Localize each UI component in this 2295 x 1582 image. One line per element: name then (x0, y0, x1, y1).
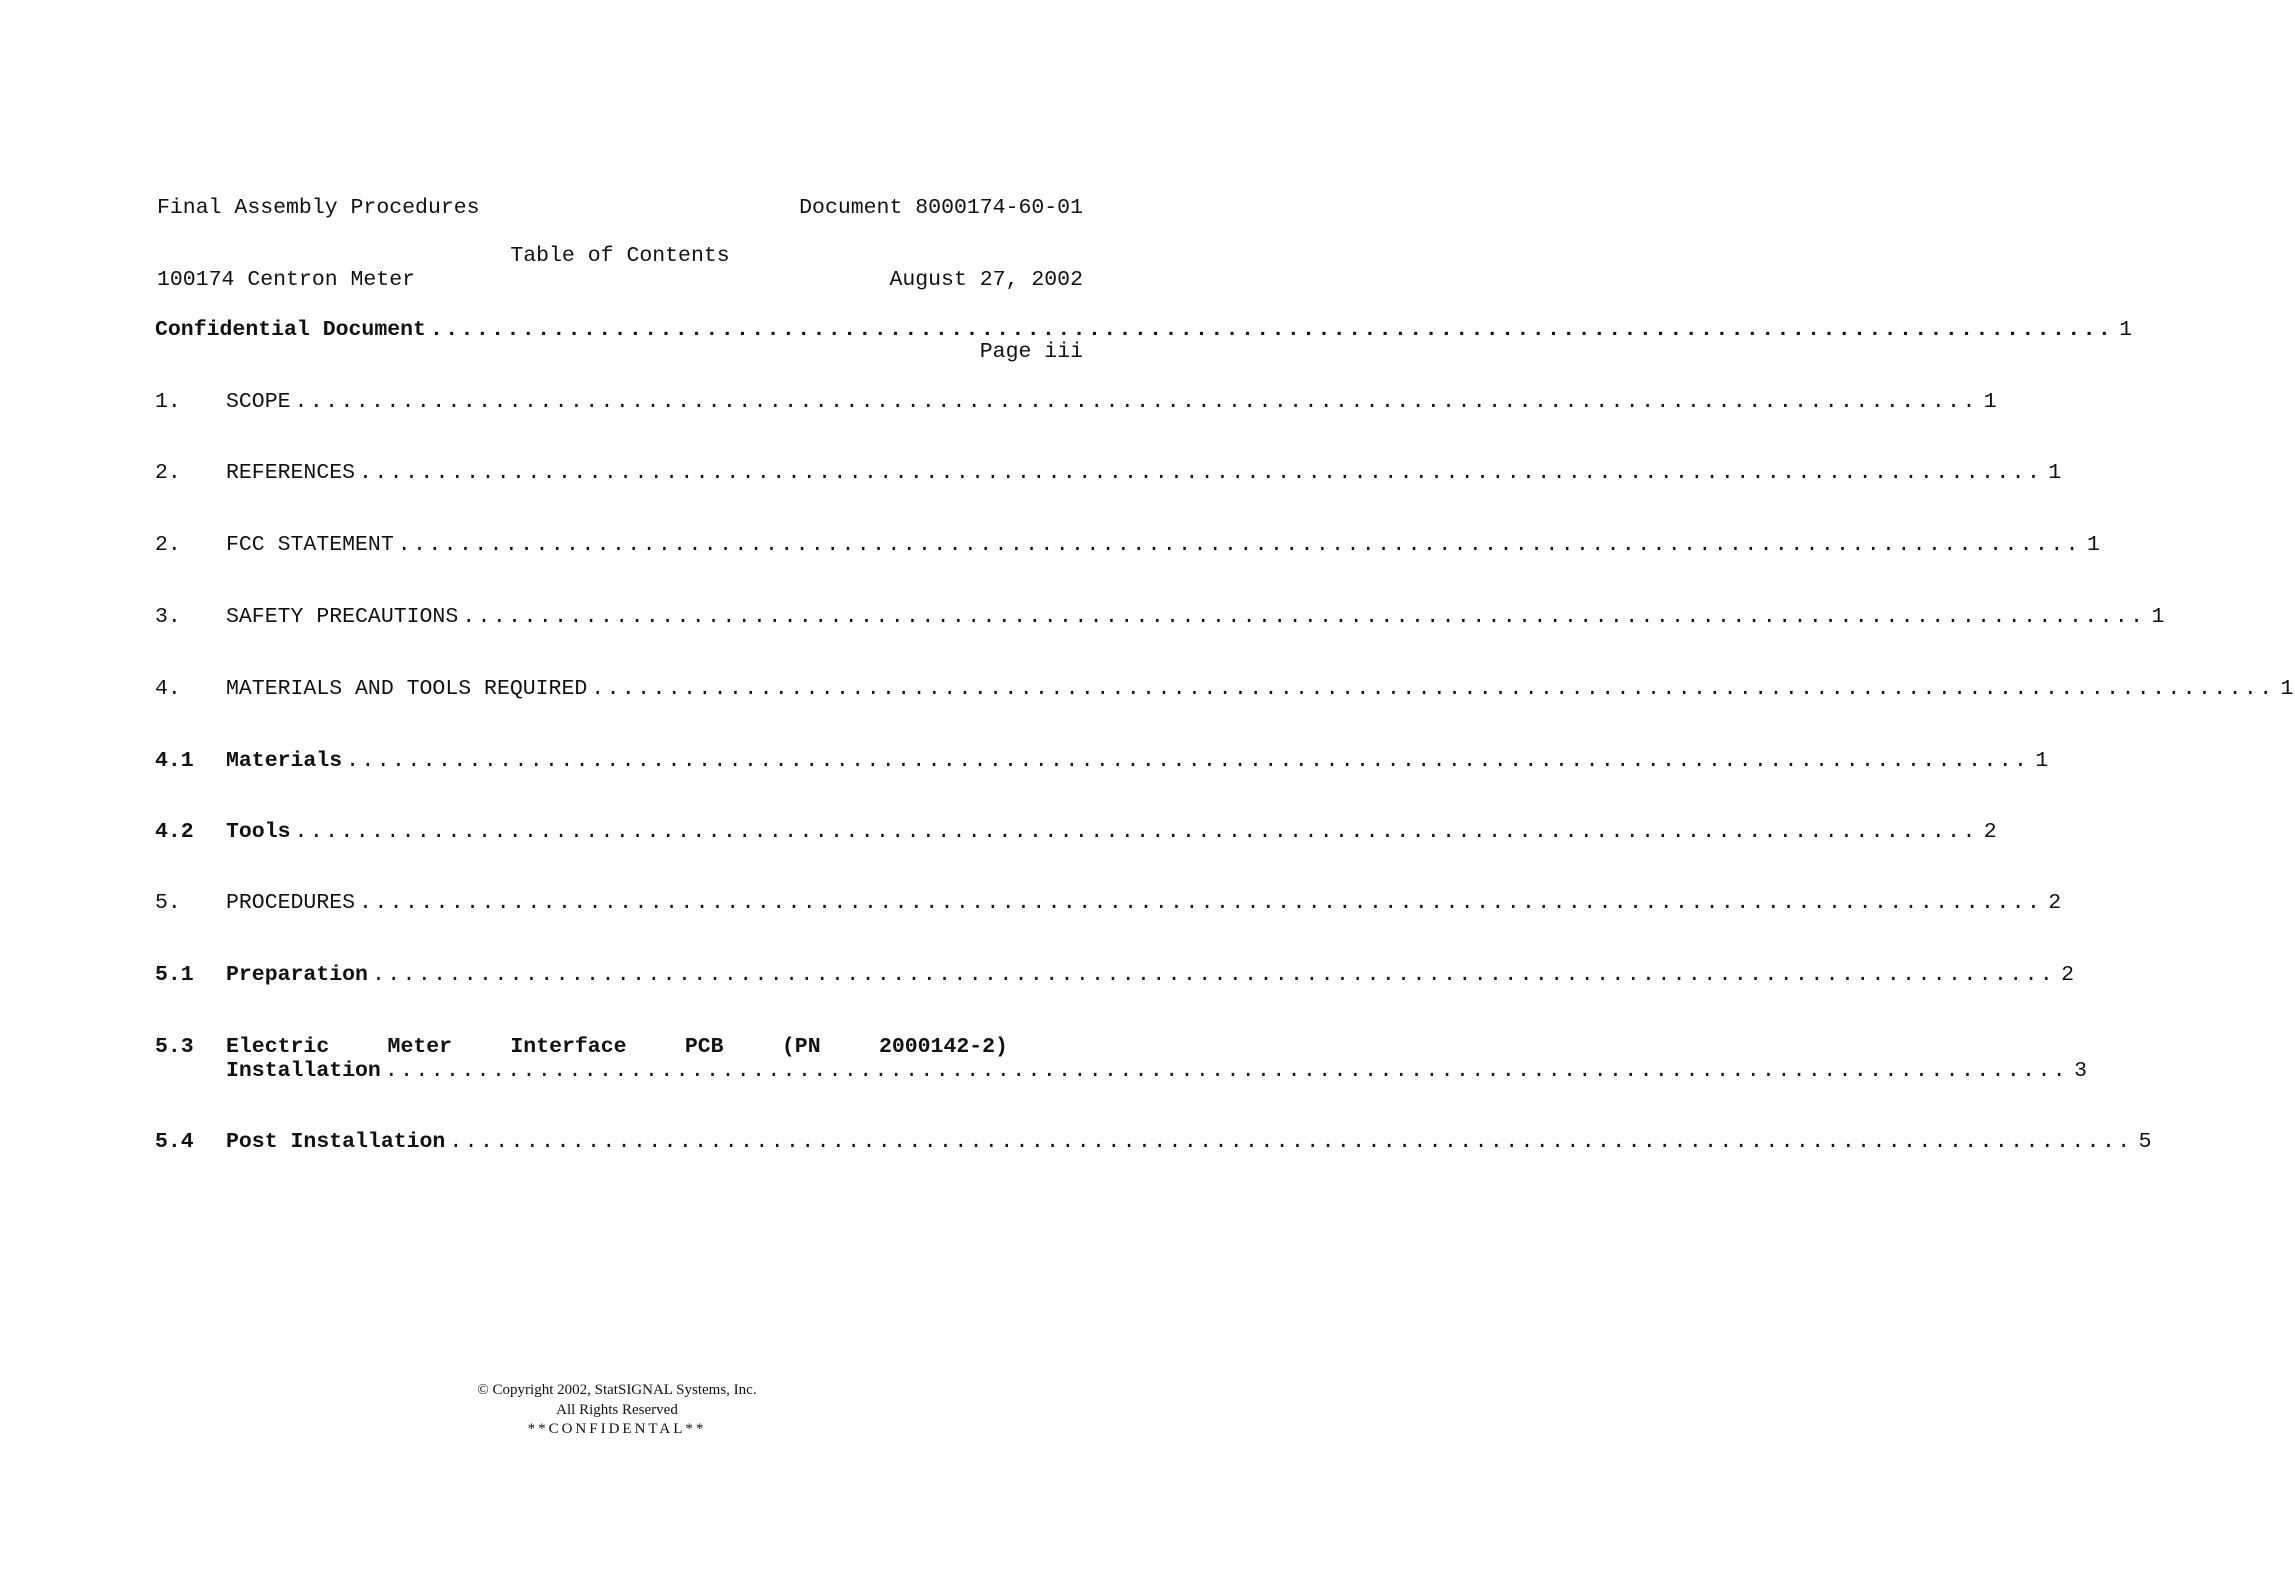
toc-entry-text: Post Installation (226, 1130, 446, 1154)
toc-entry[interactable] (155, 605, 2165, 629)
toc-entry-word: Interface (510, 1035, 627, 1059)
header-right (700, 148, 1083, 412)
toc-entry-word: 2000142-2) (878, 1035, 1008, 1059)
toc-leader-dots: .............................................................................................................. (371, 963, 2056, 987)
document-title: Final Assembly Procedures (157, 196, 480, 220)
toc-entry-text: MATERIALS AND TOOLS REQUIRED (226, 677, 588, 701)
toc-entry-text: SAFETY PRECAUTIONS (226, 605, 459, 629)
toc-leader-dots: .............................................................................................................. (397, 533, 2081, 557)
toc-entry-page: 2 (1983, 820, 1997, 844)
toc-entry-text: REFERENCES (226, 461, 356, 485)
toc-entry-number: 4.2 (155, 820, 194, 844)
toc-leader-dots: .............................................................................................................. (359, 461, 2043, 485)
toc-entry-text: Tools (226, 820, 291, 844)
toc-entry-text: PROCEDURES (226, 891, 356, 915)
toc-leader-dots: .............................................................................................................. (346, 749, 2030, 773)
rights-notice: All Rights Reserved (556, 1401, 678, 1418)
toc-entry-number: 1. (155, 390, 181, 414)
toc-entry-page: 1 (1983, 390, 1997, 414)
toc-entry[interactable] (155, 318, 2133, 342)
toc-entry-number: 3. (155, 605, 181, 629)
toc-leader-dots: .............................................................................................................. (449, 1130, 2133, 1154)
toc-entry-page: 1 (2280, 677, 2294, 701)
toc-leader-dots: .............................................................................................................. (591, 677, 2275, 701)
toc-entry-text: Confidential Document (155, 318, 426, 342)
toc-heading: Table of Contents (510, 244, 730, 268)
document-number: Document 8000174-60-01 (799, 196, 1083, 220)
toc-entry-page: 1 (2035, 749, 2049, 773)
toc-entry-page: 1 (2048, 461, 2062, 485)
confidential-notice: **CONFIDENTAL** (527, 1421, 707, 1437)
toc-entry-text (226, 1035, 1008, 1059)
toc-leader-dots: .............................................................................................................. (359, 891, 2043, 915)
toc-entry-word: Meter (387, 1035, 453, 1059)
toc-entry[interactable] (155, 461, 2062, 485)
toc-leader-dots: .............................................................................................................. (384, 1059, 2069, 1083)
toc-entry-word: Electric (226, 1035, 330, 1059)
copyright-notice: © Copyright 2002, StatSIGNAL Systems, Inc. (477, 1382, 757, 1398)
toc-entry[interactable] (155, 677, 2294, 701)
toc-entry-number: 2. (155, 533, 181, 557)
toc-entry[interactable] (155, 963, 2075, 987)
toc-leader-dots: .............................................................................................................. (294, 390, 1978, 414)
toc-entry-page: 2 (2048, 891, 2062, 915)
document-date: August 27, 2002 (889, 268, 1083, 292)
toc-entry[interactable] (155, 1035, 2087, 1083)
toc-entry-number: 5.4 (155, 1130, 194, 1154)
toc-entry-page: 3 (2074, 1059, 2087, 1083)
toc-entry-number: 5.3 (155, 1035, 194, 1059)
toc-entry-page: 5 (2138, 1130, 2152, 1154)
page-number: Page iii (979, 340, 1083, 364)
toc-entry-number: 5.1 (155, 963, 194, 987)
toc-entry-page: 1 (2119, 318, 2133, 342)
toc-entry[interactable] (155, 820, 1997, 844)
toc-entry-page: 1 (2086, 533, 2100, 557)
page-footer (0, 1381, 1234, 1440)
toc-entry-text: Materials (226, 749, 343, 773)
toc-entry-number: 4. (155, 677, 181, 701)
product-name: 100174 Centron Meter (157, 268, 416, 292)
toc-entry[interactable] (155, 1130, 2152, 1154)
toc-entry-number: 2. (155, 461, 181, 485)
toc-entry[interactable] (155, 390, 1997, 414)
toc-leader-dots: .............................................................................................................. (429, 318, 2114, 342)
toc-entry[interactable] (155, 891, 2062, 915)
toc-entry-text: SCOPE (226, 390, 291, 414)
toc-entry-word: PCB (684, 1035, 724, 1059)
toc-entry-text: FCC STATEMENT (226, 533, 394, 557)
toc-entry-number: 4.1 (155, 749, 194, 773)
toc-leader-dots: .............................................................................................................. (294, 820, 1978, 844)
toc-entry-page: 2 (2061, 963, 2075, 987)
toc-entry-text: Preparation (226, 963, 368, 987)
toc-entry-page: 1 (2151, 605, 2165, 629)
toc-entry-word: (PN (781, 1035, 821, 1059)
toc-entry[interactable] (155, 749, 2049, 773)
toc-entry[interactable] (155, 533, 2100, 557)
toc-entry-text-continued: Installation (226, 1059, 381, 1083)
toc-entry-number: 5. (155, 891, 181, 915)
toc-leader-dots: .............................................................................................................. (462, 605, 2146, 629)
